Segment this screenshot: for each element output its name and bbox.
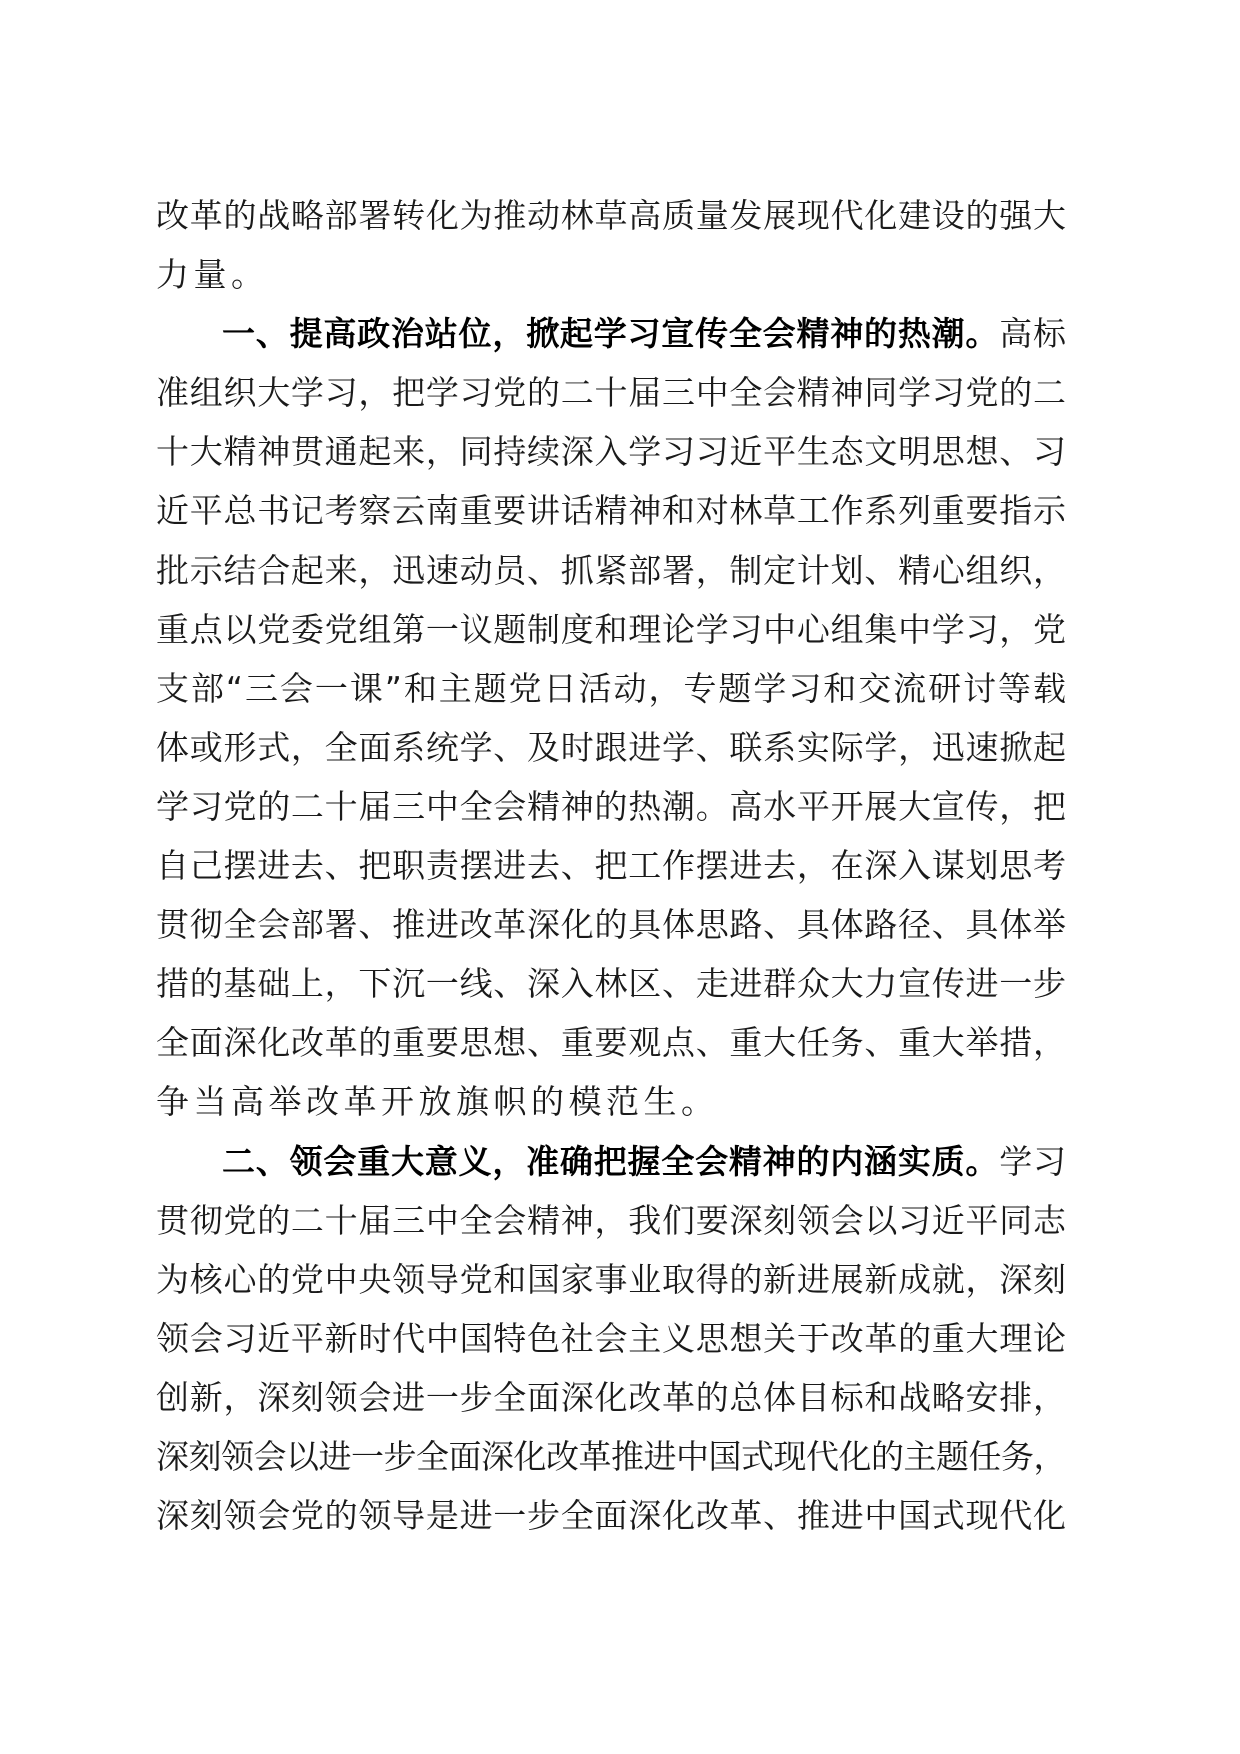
text-line <box>156 1309 1066 1368</box>
text-line <box>156 1427 1066 1486</box>
line-text: 领会习近平新时代中国特色社会主义思想关于改革的重大理论 <box>156 1318 1066 1358</box>
text-line <box>156 541 1066 600</box>
text-line <box>156 1486 1066 1545</box>
line-text: 措的基础上，下沉一线、深入林区、走进群众大力宣传进一步 <box>156 964 1066 1004</box>
line-text: 争当高举改革开放旗帜的模范生。 <box>156 1082 719 1122</box>
line-text: 体或形式，全面系统学、及时跟进学、联系实际学，迅速掀起 <box>156 727 1066 767</box>
line-text: 力量。 <box>156 255 269 295</box>
line-text: 全面深化改革的重要思想、重要观点、重大任务、重大举措， <box>156 1023 1066 1063</box>
section-heading: 二、领会重大意义，准确把握全会精神的内涵实质。 <box>222 1141 1000 1181</box>
text-line <box>156 422 1066 481</box>
text-line <box>156 245 1066 304</box>
line-text: 近平总书记考察云南重要讲话精神和对林草工作系列重要指示 <box>156 491 1066 531</box>
line-text: 高标 <box>999 314 1066 354</box>
line-text: 批示结合起来，迅速动员、抓紧部署，制定计划、精心组织， <box>156 550 1066 590</box>
line-text: 十大精神贯通起来，同持续深入学习习近平生态文明思想、习 <box>156 432 1066 472</box>
line-text: 重点以党委党组第一议题制度和理论学习中心组集中学习，党 <box>156 609 1066 649</box>
line-text: 支部“三会一课”和主题党日活动，专题学习和交流研讨等载 <box>156 668 1066 708</box>
text-line <box>156 777 1066 836</box>
text-line <box>156 836 1066 895</box>
line-text: 自己摆进去、把职责摆进去、把工作摆进去，在深入谋划思考 <box>156 846 1066 886</box>
line-text: 深刻领会党的领导是进一步全面深化改革、推进中国式现代化 <box>156 1496 1066 1536</box>
section-heading-line <box>156 1132 1066 1191</box>
line-text: 深刻领会以进一步全面深化改革推进中国式现代化的主题任务， <box>156 1436 1066 1476</box>
line-text: 学习党的二十届三中全会精神的热潮。高水平开展大宣传，把 <box>156 786 1066 826</box>
line-text: 贯彻党的二十届三中全会精神，我们要深刻领会以习近平同志 <box>156 1200 1066 1240</box>
line-text: 创新，深刻领会进一步全面深化改革的总体目标和战略安排， <box>156 1377 1066 1417</box>
line-text: 改革的战略部署转化为推动林草高质量发展现代化建设的强大 <box>156 196 1066 235</box>
line-text: 准组织大学习，把学习党的二十届三中全会精神同学习党的二 <box>156 373 1066 413</box>
text-line <box>156 954 1066 1013</box>
text-line <box>156 481 1066 540</box>
text-line <box>156 895 1066 954</box>
line-text: 贯彻全会部署、推进改革深化的具体思路、具体路径、具体举 <box>156 905 1066 945</box>
line-text: 学习 <box>999 1141 1066 1181</box>
text-line <box>156 1013 1066 1072</box>
text-line <box>156 1250 1066 1309</box>
text-line <box>156 1191 1066 1250</box>
text-line <box>156 1368 1066 1427</box>
line-text: 为核心的党中央领导党和国家事业取得的新进展新成就，深刻 <box>156 1259 1066 1299</box>
section-heading: 一、提高政治站位，掀起学习宣传全会精神的热潮。 <box>222 314 1000 354</box>
text-line <box>156 718 1066 777</box>
text-line <box>156 186 1066 245</box>
text-line <box>156 363 1066 422</box>
document-body <box>156 186 1066 1545</box>
text-line <box>156 600 1066 659</box>
text-line <box>156 659 1066 718</box>
section-heading-line <box>156 304 1066 363</box>
text-line <box>156 1072 1066 1131</box>
